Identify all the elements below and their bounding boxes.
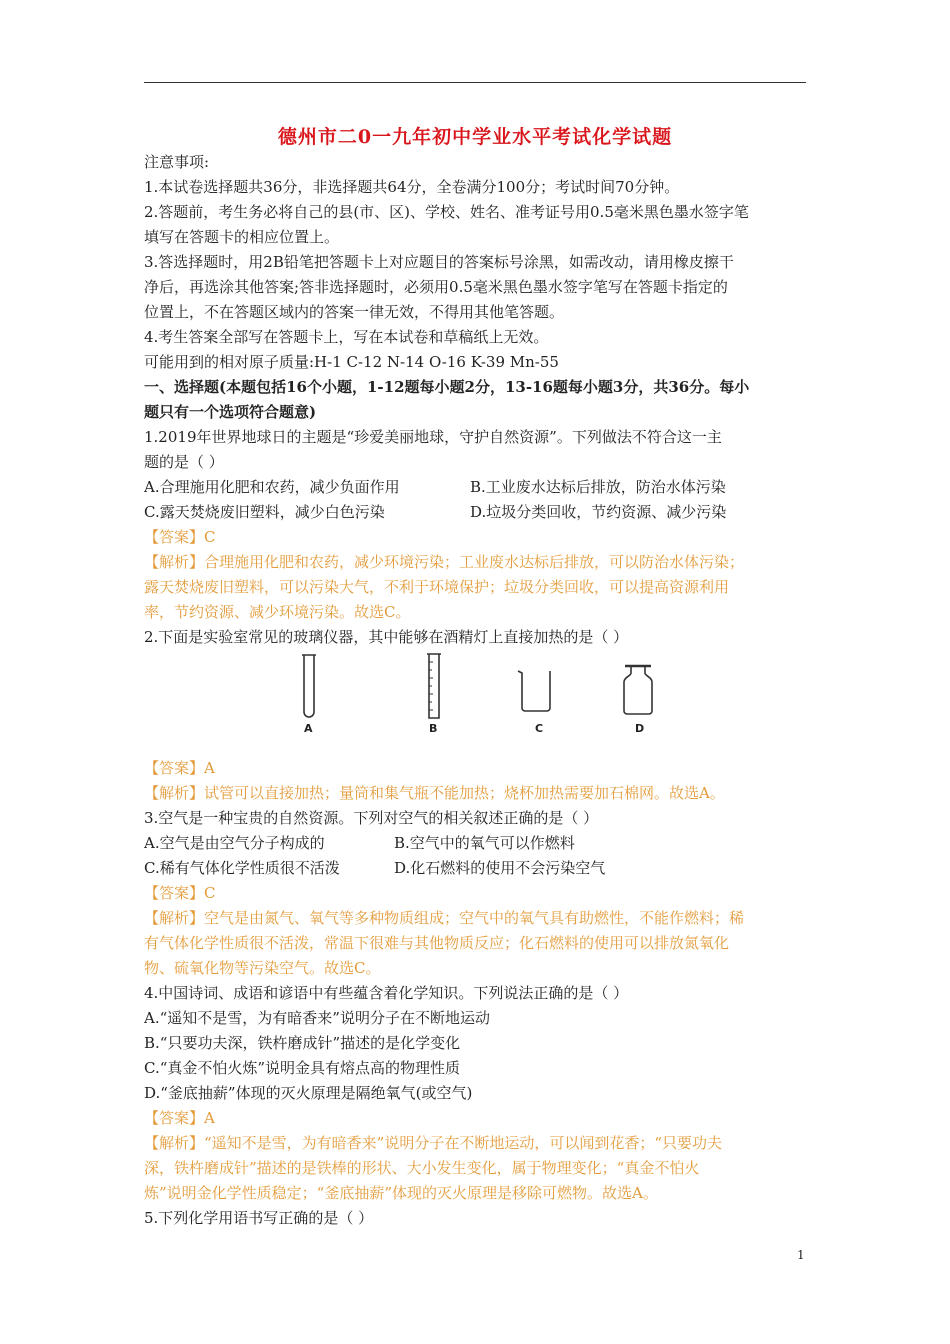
q4-option-d: D.“釜底抽薪”体现的灭火原理是隔绝氧气(或空气) <box>144 1084 473 1102</box>
q3-option-c: C.稀有气体化学性质很不活泼 <box>144 859 340 877</box>
atomic-mass-line: 可能用到的相对原子质量:H-1 C-12 N-14 O-16 K-39 Mn-55 <box>144 353 559 371</box>
q3-answer: 【答案】C <box>144 884 216 902</box>
page-number: 1 <box>797 1248 805 1262</box>
figure-label-d: D <box>635 722 645 735</box>
q3-analysis: 有气体化学性质很不活泼，常温下很难与其他物质反应；化石燃料的使用可以排放氮氧化 <box>144 934 730 952</box>
q1-answer: 【答案】C <box>144 528 216 546</box>
note-line: 填写在答题卡的相应位置上。 <box>144 228 340 246</box>
q2-stem: 2.下面是实验室常见的玻璃仪器，其中能够在酒精灯上直接加热的是（ ） <box>144 628 629 646</box>
gas-bottle-icon <box>620 664 656 716</box>
q3-option-b: B.空气中的氧气可以作燃料 <box>394 834 575 852</box>
q4-stem: 4.中国诗词、成语和谚语中有些蕴含着化学知识。下列说法正确的是（ ） <box>144 984 629 1002</box>
note-line: 位置上，不在答题区域内的答案一律无效，不得用其他笔答题。 <box>144 303 565 321</box>
section-heading: 一、选择题(本题包括16个小题，1-12题每小题2分，13-16题每小题3分，共36分。每小 <box>144 378 750 396</box>
graduated-cylinder-icon <box>424 652 444 720</box>
q3-analysis: 【解析】空气是由氮气、氧气等多种物质组成；空气中的氧气具有助燃性，不能作燃料；稀 <box>144 909 745 927</box>
note-line: 2.答题前，考生务必将自己的县(市、区)、学校、姓名、准考证号用0.5毫米黑色墨水签字笔 <box>144 203 749 221</box>
q1-stem: 题的是（ ） <box>144 453 224 471</box>
q2-answer: 【答案】A <box>144 759 215 777</box>
q4-answer: 【答案】A <box>144 1109 215 1127</box>
q4-analysis: 深，铁杵磨成针”描述的是铁棒的形状、大小发生变化，属于物理变化；“真金不怕火 <box>144 1159 700 1177</box>
q3-option-d: D.化石燃料的使用不会污染空气 <box>394 859 606 877</box>
q1-option-b: B.工业废水达标后排放，防治水体污染 <box>470 478 726 496</box>
section-heading: 题只有一个选项符合题意) <box>144 403 317 421</box>
q3-options-row <box>144 831 810 856</box>
beaker-icon <box>516 668 556 714</box>
q1-option-d: D.垃圾分类回收，节约资源、减少污染 <box>470 503 727 521</box>
figure-label-b: B <box>429 722 438 735</box>
note-line: 4.考生答案全部写在答题卡上，写在本试卷和草稿纸上无效。 <box>144 328 549 346</box>
q4-option-a: A.“遥知不是雪，为有暗香来”说明分子在不断地运动 <box>144 1009 490 1027</box>
figure-label-a: A <box>304 722 313 735</box>
q3-stem: 3.空气是一种宝贵的自然资源。下列对空气的相关叙述正确的是（ ） <box>144 809 599 827</box>
q3-analysis: 物、硫氧化物等污染空气。故选C。 <box>144 959 381 977</box>
page-title: 德州市二0一九年初中学业水平考试化学试题 <box>277 126 673 148</box>
q5-stem: 5.下列化学用语书写正确的是（ ） <box>144 1209 374 1227</box>
note-line: 1.本试卷选择题共36分，非选择题共64分，全卷满分100分；考试时间70分钟。 <box>144 178 680 196</box>
q4-analysis: 炼”说明金化学性质稳定；“釜底抽薪”体现的灭火原理是移除可燃物。故选A。 <box>144 1184 658 1202</box>
q4-option-b: B.“只要功夫深，铁杵磨成针”描述的是化学变化 <box>144 1034 461 1052</box>
q1-option-c: C.露天焚烧废旧塑料，减少白色污染 <box>144 503 385 521</box>
q3-options-row <box>144 856 810 881</box>
q1-options-row <box>144 500 810 525</box>
q1-option-a: A.合理施用化肥和农药，减少负面作用 <box>144 478 400 496</box>
exam-content <box>144 150 810 1231</box>
q4-option-c: C.“真金不怕火炼”说明金具有熔点高的物理性质 <box>144 1059 461 1077</box>
notes-heading: 注意事项: <box>144 153 210 171</box>
header-rule <box>144 82 806 83</box>
figure-label-c: C <box>535 722 544 735</box>
q1-analysis: 率，节约资源、减少环境污染。故选C。 <box>144 603 411 621</box>
q3-option-a: A.空气是由空气分子构成的 <box>144 834 325 852</box>
q1-stem: 1.2019年世界地球日的主题是“珍爱美丽地球，守护自然资源”。下列做法不符合这一主 <box>144 428 722 446</box>
note-line: 3.答选择题时，用2B铅笔把答题卡上对应题目的答案标号涂黑，如需改动，请用橡皮擦干 <box>144 253 734 271</box>
note-line: 净后，再选涂其他答案;答非选择题时，必须用0.5毫米黑色墨水签字笔写在答题卡指定的 <box>144 278 728 296</box>
q1-analysis: 【解析】合理施用化肥和农药，减少环境污染；工业废水达标后排放，可以防治水体污染； <box>144 553 745 571</box>
test-tube-icon <box>298 652 320 724</box>
glassware-figure <box>144 650 810 756</box>
q2-analysis: 【解析】试管可以直接加热；量筒和集气瓶不能加热；烧杯加热需要加石棉网。故选A。 <box>144 784 725 802</box>
q4-analysis: 【解析】“遥知不是雪，为有暗香来”说明分子在不断地运动，可以闻到花香；“只要功夫 <box>144 1134 723 1152</box>
q1-options-row <box>144 475 810 500</box>
q1-analysis: 露天焚烧废旧塑料，可以污染大气，不利于环境保护；垃圾分类回收，可以提高资源利用 <box>144 578 730 596</box>
